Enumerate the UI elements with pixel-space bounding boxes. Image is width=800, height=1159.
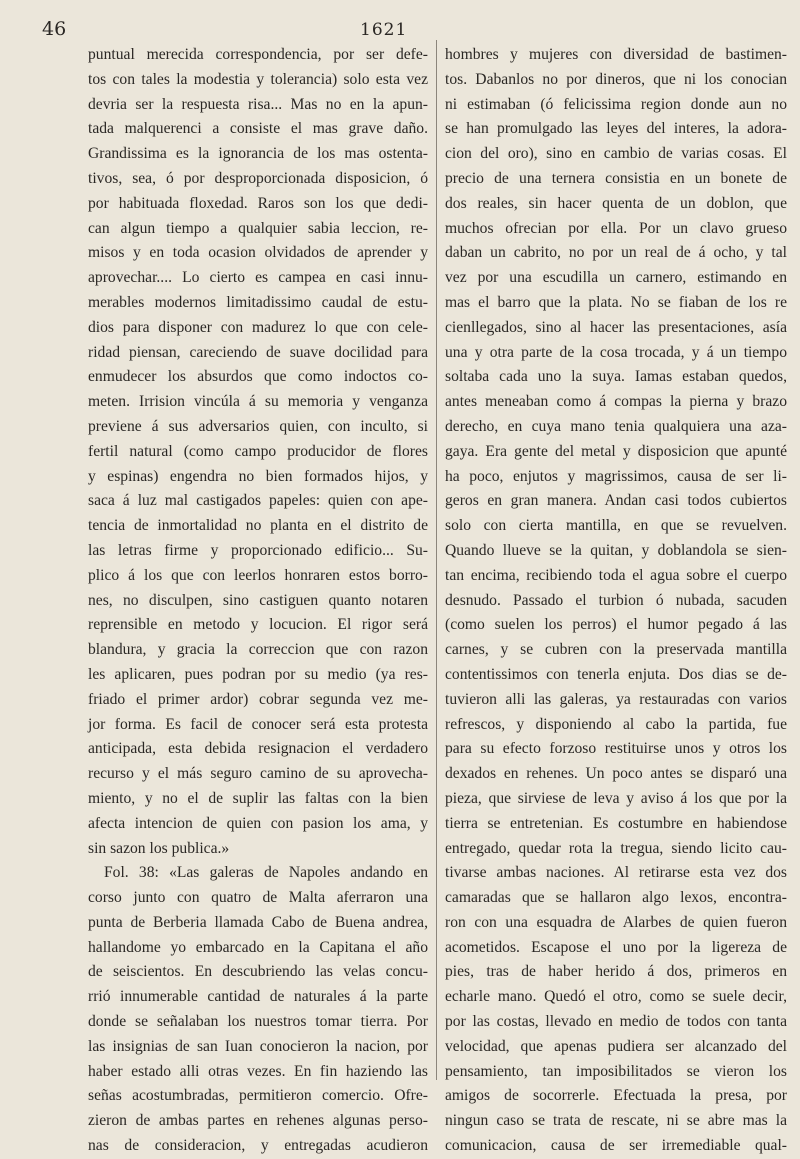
text-line: can algun tiempo a qualquier sabia leccion, re-: [88, 219, 428, 237]
text-line: carnes, y se cubren con la preservada mantilla: [445, 641, 787, 659]
text-line: hombres y mujeres con diversidad de bastimen-: [445, 46, 787, 63]
text-line: Grandissima es la ignorancia de los mas ostenta-: [88, 145, 428, 163]
text-line: nes, no disculpen, sino castiguen quanto notaren: [88, 591, 428, 609]
text-line: saca á luz mal castigados papeles: quien con ape-: [88, 492, 428, 510]
text-line: punta de Berberia llamada Cabo de Buena andrea,: [88, 913, 428, 931]
text-line: les aplicaren, pues podran por su medio (ya res-: [88, 665, 428, 683]
text-line: blandura, y gracia la correccion que con razon: [88, 641, 428, 659]
text-line: previene á sus adversarios quien, con inculto, si: [88, 417, 428, 435]
text-line: tan encima, recibiendo toda el agua sobre el cuerpo: [445, 566, 787, 584]
text-line: dios para disponer con madurez lo que con cele-: [88, 318, 428, 336]
text-line: pensamiento, tan imposibilitados se vieron los: [445, 1062, 787, 1080]
left-column: [88, 43, 428, 1159]
text-line: pieza, que sirviese de leva y aviso á los que por la: [445, 789, 787, 807]
text-line: dexados en rehenes. Un poco antes se disparó una: [445, 765, 787, 783]
text-line: reprensible en metodo y locucion. El rigor será: [88, 616, 428, 634]
text-line: para su efecto forzoso restituirse unos y otros los: [445, 740, 787, 758]
text-line: (como suelen los perros) el humor pegado á las: [445, 616, 787, 634]
text-line: ni estimaban (ó felicissima region donde aun no: [445, 95, 787, 113]
text-line: tuvieron alli las galeras, ya restauradas con varios: [445, 690, 787, 708]
text-line: anticipada, esta debida resignacion el verdadero: [88, 740, 428, 758]
text-line: pies, tras de haber herido á dos, primeros en: [445, 963, 787, 981]
text-line: tos con tales la modestia y tolerancia) solo esta vez: [88, 70, 428, 88]
text-line: meten. Irrision vincúla á su memoria y venganza: [88, 393, 428, 411]
text-line: tencia de inmortalidad no planta en el distrito de: [88, 517, 428, 535]
text-line: refrescos, y disponiendo al cabo la partida, fue: [445, 715, 787, 733]
text-line: merables modernos limitadissimo caudal de estu-: [88, 293, 428, 311]
text-line: las letras firme y proporcionado edificio... Su-: [88, 541, 428, 559]
text-line: recurso y el más seguro camino de su aprovecha-: [88, 765, 428, 783]
text-line: ha poco, enjutos y magrissimos, causa de ser li-: [445, 467, 787, 485]
text-line: señas acostumbradas, permitieron comercio. Ofre-: [88, 1087, 428, 1105]
text-line: desnudo. Passado el turbion ó nubada, sacuden: [445, 591, 787, 609]
text-line: aprovechar.... Lo cierto es campea en casi innu-: [88, 269, 428, 287]
text-line: haber estado alli otras vezes. En fin haziendo las: [88, 1062, 428, 1080]
text-line: mas el barro que la plata. No se fiaban de los re: [445, 293, 787, 311]
text-line: precio de una ternera consistia en un bonete de: [445, 169, 787, 187]
text-line: devria ser la respuesta risa... Mas no en la apun-: [88, 95, 428, 113]
text-line: por habituada floxedad. Raros son los que dedi-: [88, 194, 428, 212]
text-line: puntual merecida correspondencia, por ser defe-: [88, 46, 428, 63]
text-line: enmudecer los absurdos que como indoctos co-: [88, 368, 428, 386]
text-line: y espinas) engendra no bien formados hijos, y: [88, 467, 428, 485]
text-line: comunicacion, causa de ser irremediable qual-: [445, 1137, 787, 1155]
text-line: geros en gran manera. Andan casi todos cubiertos: [445, 492, 787, 510]
text-line: nas de consideracion, y entregadas acudieron: [88, 1137, 428, 1155]
text-line: contentissimos con tenerla enjuta. Dos dias se de-: [445, 665, 787, 683]
text-line: miento, y no el de suplir las faltas con la bien: [88, 789, 428, 807]
text-line: afecta intencion de quien con pasion los ama, y: [88, 814, 428, 832]
running-head-year: 1621: [360, 20, 408, 40]
text-line: misos y en toda ocasion olvidados de aprender y: [88, 244, 428, 262]
text-line: se han promulgado las leyes del interes, la adora-: [445, 120, 787, 138]
text-line: amigos de socorrerle. Efectuada la presa, por: [445, 1087, 787, 1105]
text-line: camaradas que se hallaron algo lexos, encontra-: [445, 889, 787, 907]
text-line: rrió innumerable cantidad de naturales á la parte: [88, 988, 428, 1006]
text-line: de seiscientos. En descubriendo las velas concu-: [88, 963, 428, 981]
text-line: vez por una escudilla un carnero, estimando en: [445, 269, 787, 287]
text-line: zieron de ambas partes en rehenes algunas perso-: [88, 1112, 428, 1130]
right-column: [445, 43, 787, 1159]
text-line: hallandome yo embarcado en la Capitana el año: [88, 938, 428, 956]
text-line: plico á los que con leerlos honraren estos borro-: [88, 566, 428, 584]
text-line: velocidad, que apenas pudiera ser alcanzado del: [445, 1037, 787, 1055]
text-line: Quando llueve se la quitan, y doblandola se sien-: [445, 541, 787, 559]
text-line: dos reales, sin hacer quenta de un doblon, que: [445, 194, 787, 212]
text-line: friado el primer ardor) cobrar segunda vez me-: [88, 690, 428, 708]
text-line: sin sazon los publica.»: [88, 839, 230, 857]
text-line: fertil natural (como campo producidor de flores: [88, 442, 428, 460]
text-line: por las costas, llevado en medio de todos con tanta: [445, 1013, 787, 1031]
text-line: tierra se entretenian. Es costumbre en habiendose: [445, 814, 787, 832]
text-line: una y otra parte de la cosa trocada, y á un tiempo: [445, 343, 787, 361]
text-line: ridad piensan, careciendo de suave docilidad para: [88, 343, 428, 361]
text-line: entregado, quedar rota la tregua, siendo licito cau-: [445, 839, 787, 857]
text-line: cienllegados, sino al hacer las presentaciones, asía: [445, 318, 787, 336]
text-line: tos. Dabanlos no por dineros, que ni los conocian: [445, 70, 787, 88]
text-line: echarle mano. Quedó el otro, como se suele decir,: [445, 988, 787, 1006]
text-line: tivarse ambas naciones. Al retirarse esta vez dos: [445, 864, 787, 882]
text-line: jor forma. Es facil de conocer será esta protesta: [88, 715, 428, 733]
text-line: donde se señalaban los nuestros tomar tierra. Por: [88, 1013, 428, 1031]
text-line: Fol. 38: «Las galeras de Napoles andando en: [104, 864, 428, 882]
text-line: tada malquerenci a consiste el mas grave daño.: [88, 120, 428, 138]
text-line: muchos ofrecian por ella. Por un clavo grueso: [445, 219, 787, 237]
text-line: ron con una esquadra de Alarbes de quien fueron: [445, 913, 787, 931]
page-number: 46: [42, 18, 67, 40]
text-line: solo con cierta mantilla, en que se revuelven.: [445, 517, 787, 535]
text-line: tivos, sea, ó por desproporcionada disposicion, ó: [88, 169, 428, 187]
text-line: cion del oro), sino en cambio de varias cosas. El: [445, 145, 787, 163]
text-line: daban un cabrito, no por un real de á ocho, y tal: [445, 244, 787, 262]
text-line: gaya. Era gente del metal y disposicion que apunté: [445, 442, 787, 460]
text-line: derecho, en cuya mano tenia qualquiera una aza-: [445, 417, 787, 435]
text-line: soltaba cada uno la suya. Iamas estaban quedos,: [445, 368, 787, 386]
text-line: corso junto con quatro de Malta aferraron una: [88, 889, 428, 907]
text-line: las insignias de san Iuan conocieron la nacion, por: [88, 1037, 428, 1055]
column-divider: [436, 40, 437, 1080]
text-line: acometidos. Escapose el uno por la ligereza de: [445, 938, 787, 956]
text-line: ningun caso se trata de rescate, ni se abre mas la: [445, 1112, 787, 1130]
text-line: antes meneaban como á compas la pierna y brazo: [445, 393, 787, 411]
